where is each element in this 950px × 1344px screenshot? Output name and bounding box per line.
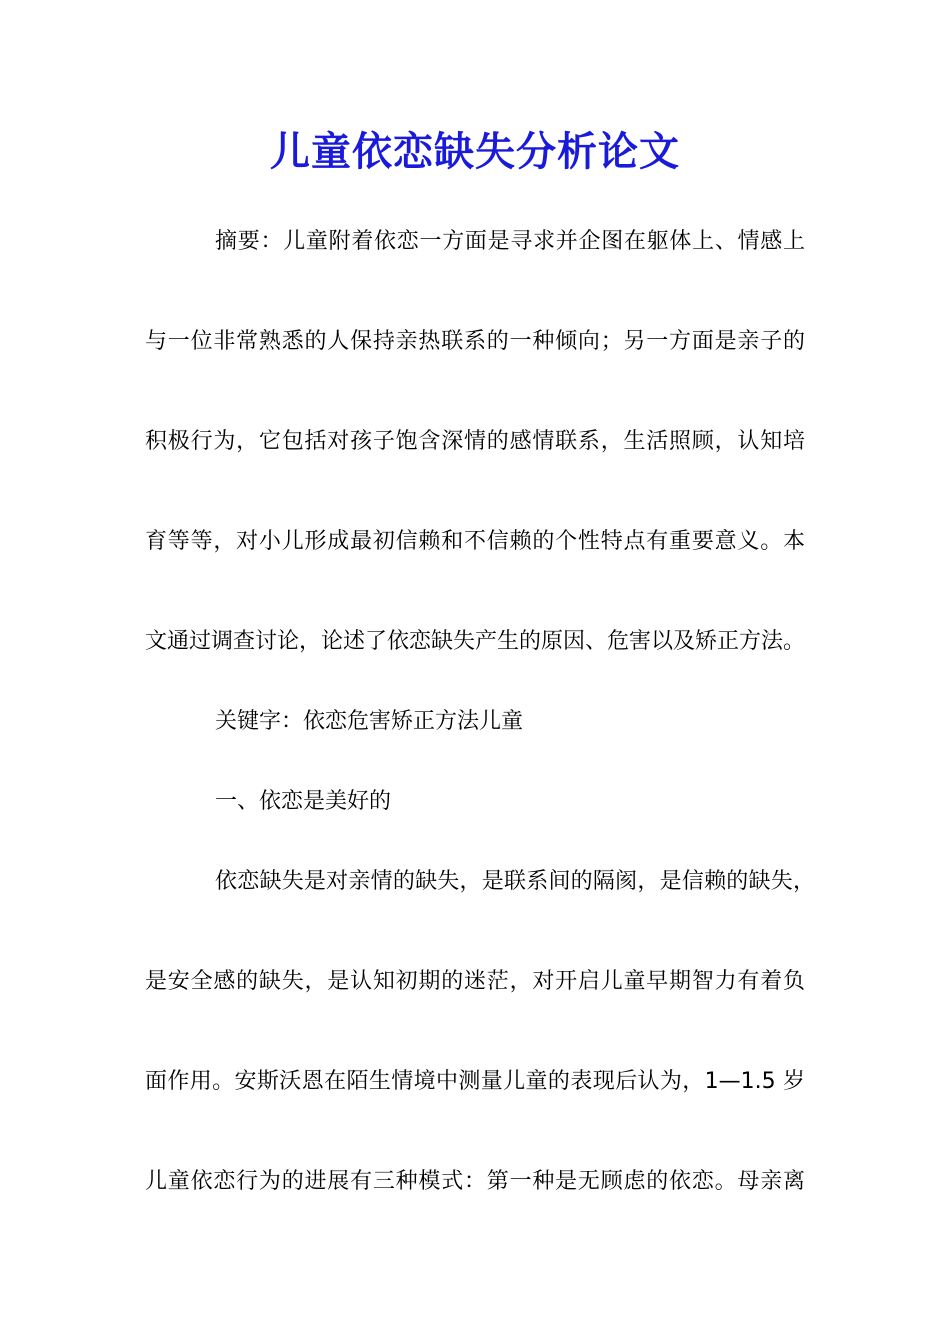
body-line-2: 是安全感的缺失，是认知初期的迷茫，对开启儿童早期智力有着负 xyxy=(145,969,805,994)
section-heading: 一、依恋是美好的 xyxy=(215,789,392,814)
body-line-1: 依恋缺失是对亲情的缺失，是联系间的隔阂，是信赖的缺失， xyxy=(215,869,815,894)
abstract-line-2: 与一位非常熟悉的人保持亲热联系的一种倾向；另一方面是亲子的 xyxy=(145,329,805,354)
keywords-line: 关键字：依恋危害矫正方法儿童 xyxy=(215,709,524,734)
body-line-3: 面作用。安斯沃恩在陌生情境中测量儿童的表现后认为，1—1.5 岁 xyxy=(145,1069,805,1094)
document-title: 儿童依恋缺失分析论文 xyxy=(270,128,680,175)
body-line-4: 儿童依恋行为的进展有三种模式：第一种是无顾虑的依恋。母亲离 xyxy=(145,1169,805,1194)
abstract-line-4: 育等等，对小儿形成最初信赖和不信赖的个性特点有重要意义。本 xyxy=(145,529,805,554)
abstract-line-1: 摘要：儿童附着依恋一方面是寻求并企图在躯体上、情感上 xyxy=(215,229,805,254)
abstract-line-3: 积极行为，它包括对孩子饱含深情的感情联系，生活照顾，认知培 xyxy=(145,429,805,454)
abstract-line-5: 文通过调查讨论，论述了依恋缺失产生的原因、危害以及矫正方法。 xyxy=(145,629,806,654)
